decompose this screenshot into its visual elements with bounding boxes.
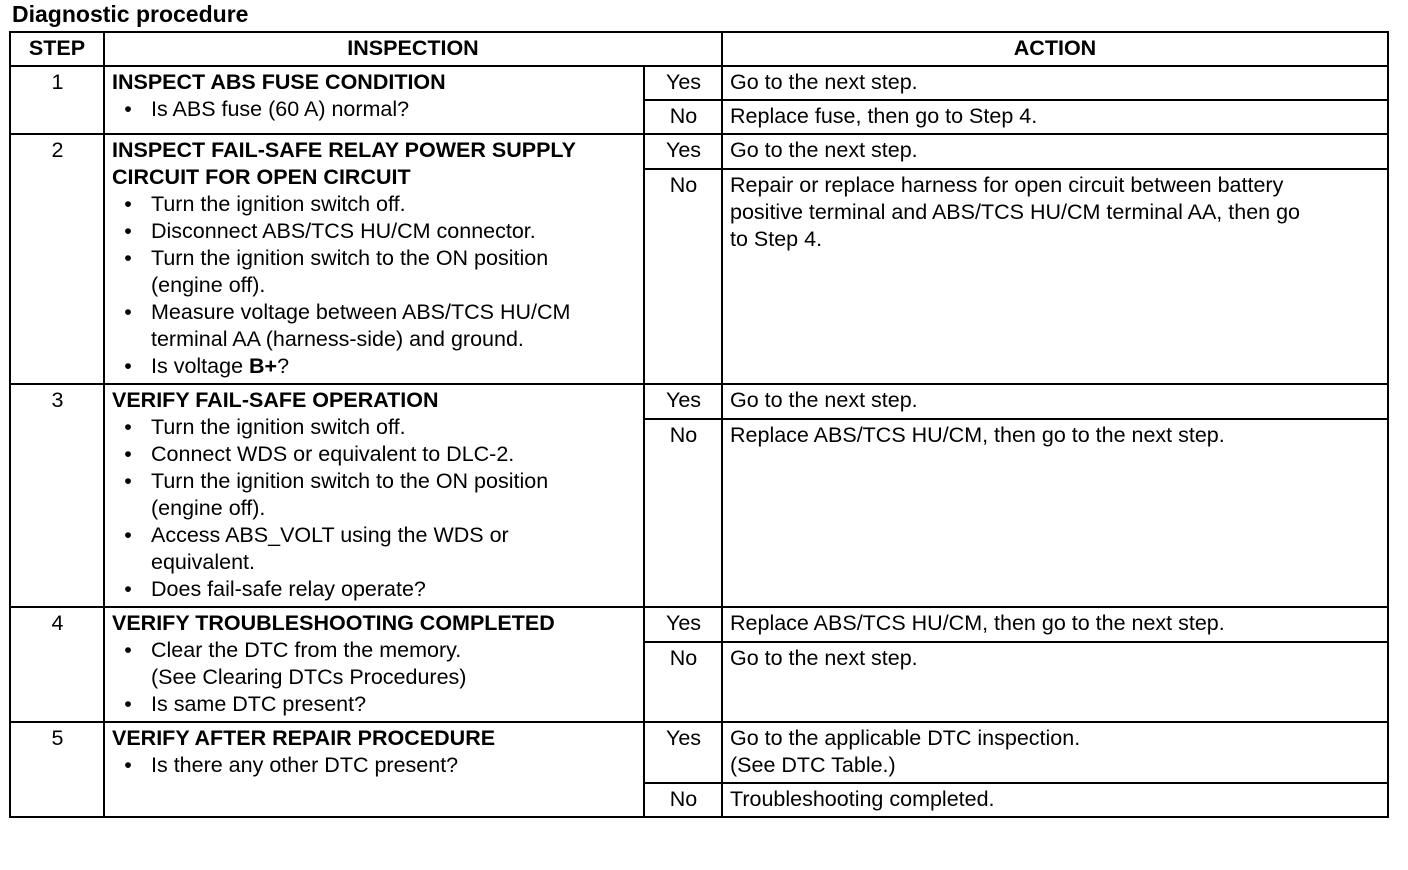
bullet-icon: • bbox=[124, 246, 132, 270]
checklist-item: • Turn the ignition switch to the ON position (engine off). bbox=[112, 245, 637, 299]
inspection-checklist bbox=[112, 191, 637, 380]
yes-label: Yes bbox=[644, 607, 722, 642]
bullet-icon: • bbox=[124, 523, 132, 547]
step-number: 2 bbox=[10, 134, 104, 384]
page-title: Diagnostic procedure bbox=[12, 1, 249, 27]
inspection-checklist bbox=[112, 96, 637, 123]
checklist-item: • Is same DTC present? bbox=[112, 691, 637, 718]
inspection-cell bbox=[104, 607, 644, 722]
checklist-item: • Turn the ignition switch to the ON position (engine off). bbox=[112, 468, 637, 522]
voltage-value: B+ bbox=[249, 354, 278, 378]
checklist-item: • Is voltage B+? bbox=[112, 353, 637, 380]
bullet-icon: • bbox=[124, 415, 132, 439]
no-action: Troubleshooting completed. bbox=[722, 783, 1388, 817]
no-action: Replace fuse, then go to Step 4. bbox=[722, 100, 1388, 134]
step-row-yes bbox=[10, 134, 1388, 169]
step-5 bbox=[10, 722, 1388, 817]
step-number: 4 bbox=[10, 607, 104, 722]
inspection-cell bbox=[104, 722, 644, 817]
bullet-icon: • bbox=[124, 442, 132, 466]
inspection-heading: VERIFY AFTER REPAIR PROCEDURE bbox=[112, 726, 496, 750]
checklist-item: • Measure voltage between ABS/TCS HU/CM terminal AA (harness-side) and ground. bbox=[112, 299, 637, 353]
bullet-icon: • bbox=[124, 753, 132, 777]
no-action: Repair or replace harness for open circuit between battery positive terminal and ABS/TCS HU/CM terminal AA, then go to Step 4. bbox=[722, 169, 1388, 384]
bullet-icon: • bbox=[124, 469, 132, 493]
column-header-step: STEP bbox=[10, 32, 104, 66]
yes-label: Yes bbox=[644, 134, 722, 169]
step-4 bbox=[10, 607, 1388, 722]
bullet-icon: • bbox=[124, 638, 132, 662]
no-action: Go to the next step. bbox=[722, 642, 1388, 722]
step-row-yes bbox=[10, 384, 1388, 419]
no-label: No bbox=[644, 100, 722, 134]
step-row-yes bbox=[10, 722, 1388, 783]
bullet-icon: • bbox=[124, 692, 132, 716]
checklist-item: • Is ABS fuse (60 A) normal? bbox=[112, 96, 637, 123]
step-number: 5 bbox=[10, 722, 104, 817]
diagnostic-table bbox=[9, 31, 1389, 818]
no-action: Replace ABS/TCS HU/CM, then go to the next step. bbox=[722, 419, 1388, 607]
inspection-heading: VERIFY TROUBLESHOOTING COMPLETED bbox=[112, 611, 555, 635]
yes-action: Go to the next step. bbox=[722, 384, 1388, 419]
inspection-cell bbox=[104, 66, 644, 134]
column-header-action: ACTION bbox=[722, 32, 1388, 66]
yes-label: Yes bbox=[644, 384, 722, 419]
inspection-cell bbox=[104, 134, 644, 384]
step-number: 1 bbox=[10, 66, 104, 134]
bullet-icon: • bbox=[124, 97, 132, 121]
step-2 bbox=[10, 134, 1388, 384]
no-label: No bbox=[644, 642, 722, 722]
inspection-checklist bbox=[112, 414, 637, 603]
checklist-item: • Access ABS_VOLT using the WDS or equivalent. bbox=[112, 522, 637, 576]
no-label: No bbox=[644, 783, 722, 817]
header-row bbox=[10, 32, 1388, 66]
checklist-item: • Clear the DTC from the memory. (See Clearing DTCs Procedures) bbox=[112, 637, 637, 691]
checklist-item: • Is there any other DTC present? bbox=[112, 752, 637, 779]
bullet-icon: • bbox=[124, 300, 132, 324]
inspection-heading: VERIFY FAIL-SAFE OPERATION bbox=[112, 388, 439, 412]
step-number: 3 bbox=[10, 384, 104, 607]
yes-action: Go to the applicable DTC inspection. (See DTC Table.) bbox=[722, 722, 1388, 783]
no-label: No bbox=[644, 419, 722, 607]
no-label: No bbox=[644, 169, 722, 384]
step-row-yes bbox=[10, 66, 1388, 100]
bullet-icon: • bbox=[124, 192, 132, 216]
bullet-icon: • bbox=[124, 354, 132, 378]
inspection-cell bbox=[104, 384, 644, 607]
yes-action: Go to the next step. bbox=[722, 66, 1388, 100]
bullet-icon: • bbox=[124, 219, 132, 243]
inspection-heading: INSPECT ABS FUSE CONDITION bbox=[112, 70, 446, 94]
checklist-item: • Turn the ignition switch off. bbox=[112, 414, 637, 441]
yes-label: Yes bbox=[644, 722, 722, 783]
inspection-checklist bbox=[112, 637, 637, 718]
inspection-heading: INSPECT FAIL-SAFE RELAY POWER SUPPLY CIRCUIT FOR OPEN CIRCUIT bbox=[112, 138, 576, 189]
yes-action: Go to the next step. bbox=[722, 134, 1388, 169]
step-3 bbox=[10, 384, 1388, 607]
checklist-item: • Disconnect ABS/TCS HU/CM connector. bbox=[112, 218, 637, 245]
checklist-item: • Does fail-safe relay operate? bbox=[112, 576, 637, 603]
inspection-checklist bbox=[112, 752, 637, 779]
yes-label: Yes bbox=[644, 66, 722, 100]
step-1 bbox=[10, 66, 1388, 134]
bullet-icon: • bbox=[124, 577, 132, 601]
yes-action: Replace ABS/TCS HU/CM, then go to the next step. bbox=[722, 607, 1388, 642]
step-row-yes bbox=[10, 607, 1388, 642]
column-header-inspection: INSPECTION bbox=[104, 32, 722, 66]
checklist-item: • Connect WDS or equivalent to DLC-2. bbox=[112, 441, 637, 468]
checklist-item: • Turn the ignition switch off. bbox=[112, 191, 637, 218]
